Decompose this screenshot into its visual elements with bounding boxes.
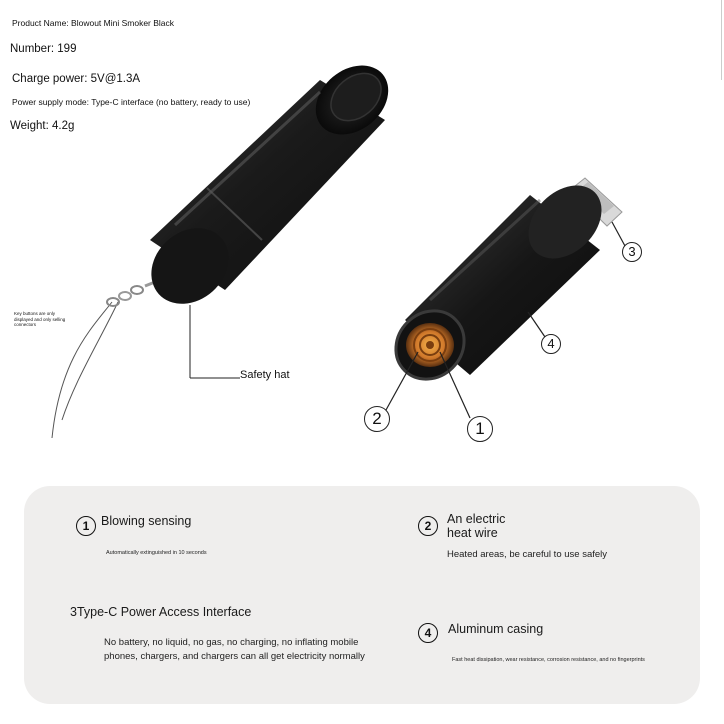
feature-2-number-icon: 2	[418, 516, 438, 536]
feature-2-desc: Heated areas, be careful to use safely	[447, 549, 608, 560]
weight: Weight: 4.2g	[10, 120, 75, 132]
feature-4-number-icon: 4	[418, 623, 438, 643]
feature-3-title: 3Type-C Power Access Interface	[70, 605, 252, 619]
right-device-illustration	[360, 170, 660, 450]
power-supply-mode: Power supply mode: Type-C interface (no battery, ready to use)	[12, 97, 251, 107]
feature-1-number-icon: 1	[76, 516, 96, 536]
feature-4-desc: Fast heat dissipation, wear resistance, corrosion resistance, and no fingerprints	[452, 657, 645, 663]
callout-3: 3	[622, 242, 642, 262]
key-buttons-note: Key buttons are only displayed and only selling connectors	[14, 311, 66, 327]
feature-2-title: An electric heat wire	[447, 512, 506, 540]
product-number: Number: 199	[10, 43, 77, 55]
callout-1: 1	[467, 416, 493, 442]
product-name: Product Name: Blowout Mini Smoker Black	[12, 18, 175, 28]
edge-line	[721, 0, 722, 80]
left-device-illustration	[0, 60, 400, 450]
feature-1-desc: Automatically extinguished in 10 seconds	[106, 550, 207, 556]
charge-power: Charge power: 5V@1.3A	[12, 73, 141, 85]
callout-2: 2	[364, 406, 390, 432]
feature-1-title: Blowing sensing	[101, 514, 192, 528]
callout-4: 4	[541, 334, 561, 354]
safety-hat-label: Safety hat	[240, 369, 290, 381]
feature-4-title: Aluminum casing	[448, 622, 544, 636]
feature-3-desc: No battery, no liquid, no gas, no charging, no inflating mobile phones, chargers, and chargers can all get electricity normally	[104, 637, 365, 662]
